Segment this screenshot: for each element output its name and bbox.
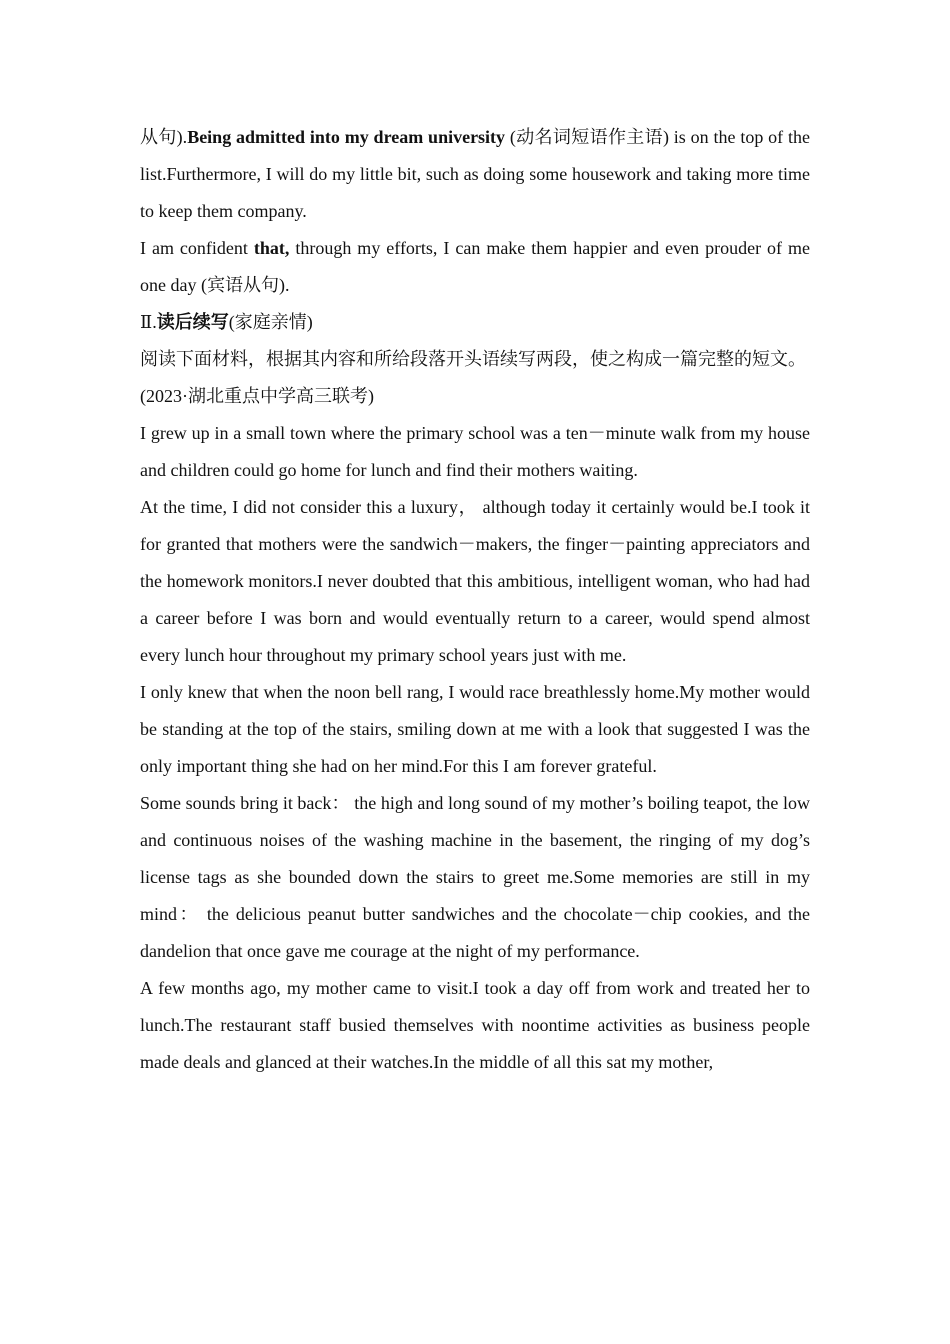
paragraph-conclusion — [140, 230, 810, 304]
source-note: (2023·湖北重点中学高三联考) — [140, 386, 374, 406]
story-paragraph-3: I only knew that when the noon bell rang, I would race breathlessly home.My mother would be standing at the top of the stairs, smiling down at me with a look that suggested I was the only important thing she had on her mind.For this I am forever grateful. — [140, 682, 810, 776]
section-number: Ⅱ. — [140, 312, 157, 332]
story-paragraph-2: At the time, I did not consider this a luxury， although today it certainly would be.I took it for granted that mothers were the sandwich－makers, the finger－painting appreciators and the homework monitors.I never doubted that this ambitious, intelligent woman, who had had a career before I was born and would eventually return to a career, would spend almost every lunch hour throughout my primary school years just with me. — [140, 497, 810, 665]
task-instruction: 阅读下面材料，根据其内容和所给段落开头语续写两段，使之构成一篇完整的短文。 — [140, 349, 806, 369]
bold-word: that, — [253, 238, 290, 258]
story-paragraph-1: I grew up in a small town where the primary school was a ten－minute walk from my house and children could go home for lunch and find their mothers waiting. — [140, 423, 810, 480]
story-paragraph-4: Some sounds bring it back： the high and long sound of my mother’s boiling teapot, the low and continuous noises of the washing machine in the basement, the ringing of my dog’s license tags as she bounded down the stairs to greet me.Some memories are still in my mind： the delicious peanut butter sandwiches and the chocolate－chip cookies, and the dandelion that once gave me courage at the night of my performance. — [140, 793, 810, 961]
paragraph-model-essay-end — [140, 119, 810, 230]
text-run: I am confident — [140, 238, 254, 258]
story-paragraph-5: A few months ago, my mother came to visit.I took a day off from work and treated her to lunch.The restaurant staff busied themselves with noontime activities as business people made deals and glanced at their watches.In the middle of all this sat my mother, — [140, 978, 810, 1072]
section-title: 读后续写 — [156, 312, 229, 332]
document-page — [140, 119, 810, 1081]
text-run: through my efforts, I can make them happier and even prouder of me one day (宾语从句). — [140, 238, 810, 295]
section-heading — [140, 304, 810, 341]
bold-phrase: Being admitted into my dream university — [187, 127, 506, 147]
text-run: (动名词短语作主语) is on the top of the list.Furthermore, I will do my little bit, such as doing some housework and taking more time to keep them company. — [140, 127, 810, 221]
text-run: 从句). — [140, 127, 188, 147]
section-tag: (家庭亲情) — [228, 312, 313, 332]
